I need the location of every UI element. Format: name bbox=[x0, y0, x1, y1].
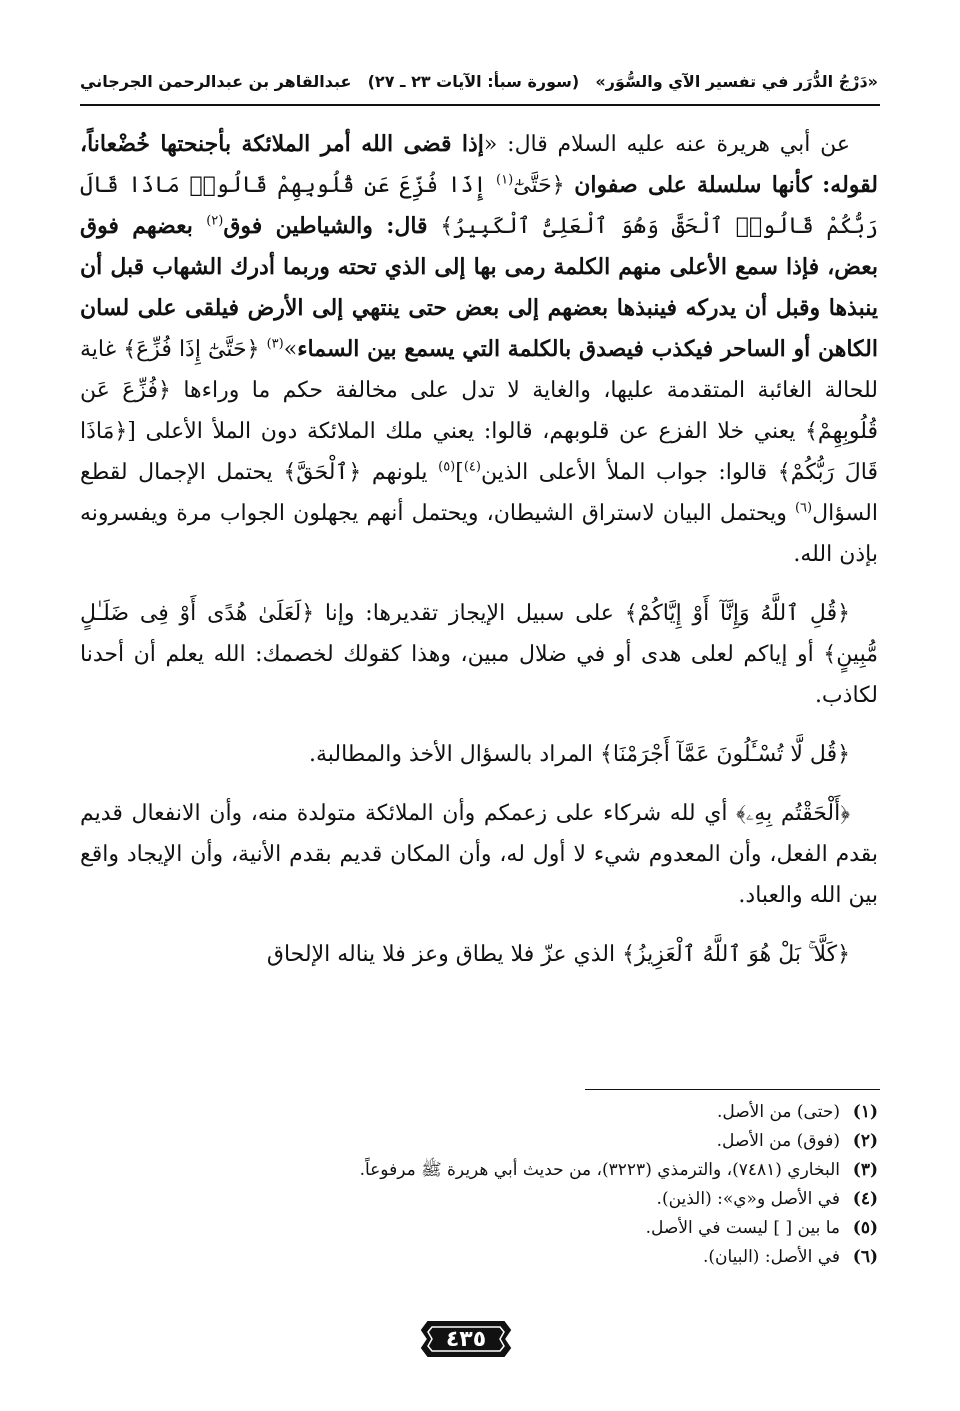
footnote-item bbox=[80, 1098, 878, 1127]
hadith-text: إذا قضى الله أمر الملائكة بأجنحتها خُضْعاناً، لقوله: كأنها سلسلة على صفوان bbox=[80, 131, 878, 198]
header-author: عبدالقاهر بن عبدالرحمن الجرجاني bbox=[80, 71, 352, 91]
footnote-number: (٤) bbox=[852, 1189, 878, 1209]
hadith-text: قال: والشياطين فوق bbox=[223, 213, 428, 239]
footnote-number: (١) bbox=[852, 1102, 878, 1122]
paragraph-1 bbox=[80, 124, 878, 575]
paragraph-5 bbox=[80, 934, 878, 975]
footnote-text: البخاري (٧٤٨١)، والترمذي (٣٢٢٣)، من حديث أبي هريرة ﷺ مرفوعاً. bbox=[359, 1160, 840, 1180]
footnote-item bbox=[80, 1185, 878, 1214]
footnote-ref-5[interactable]: (٥) bbox=[438, 459, 456, 475]
text-span: يلونهم bbox=[361, 460, 439, 485]
running-header bbox=[80, 66, 878, 96]
footnote-number: (٢) bbox=[852, 1131, 878, 1151]
footnote-item bbox=[80, 1127, 878, 1156]
text-span: يحتمل الإجمال لقطع السؤال bbox=[80, 460, 878, 526]
footnote-number: (٣) bbox=[852, 1160, 878, 1180]
footnote-text: (فوق) من الأصل. bbox=[716, 1131, 840, 1151]
footnote-item bbox=[80, 1214, 878, 1243]
text-span: أي لله شركاء على زعمكم وأن الملائكة متولدة منه، وأن الانفعال قديم بقدم الفعل، وأن المعدوم شيء لا أول له، وأن المكان قديم بقدم الأنية، وأن الإيجاد واقع بين الله والعباد. bbox=[80, 801, 878, 908]
quran-text: ﴿قُل لَّا تُسْـَٔلُونَ عَمَّآ أَجْرَمْنَا﴾ bbox=[599, 742, 850, 767]
footnotes bbox=[80, 1098, 878, 1272]
text-span: أو إياكم لعلى هدى أو في ضلال مبين، وهذا كقولك لخصمك: الله يعلم أن أحدنا لكاذب. bbox=[80, 642, 878, 708]
footnote-ref-1[interactable]: (١) bbox=[496, 172, 514, 188]
page-number-ornament bbox=[418, 1318, 514, 1360]
quran-text: ﴿قُلِ ٱللَّهُ وَإِنَّآ أَوْ إِيَّاكُمْ﴾ bbox=[624, 601, 850, 626]
footnote-ref-6[interactable]: (٦) bbox=[794, 500, 813, 516]
text-span: المراد بالسؤال الأخذ والمطالبة. bbox=[308, 742, 600, 767]
quran-text: ﴿حَتَّىٰٓ bbox=[513, 173, 575, 198]
text-span: الذي عزّ فلا يطاق وعز فلا يناله الإلحاق bbox=[266, 942, 623, 967]
quran-text: ﴿حَتَّىٰٓ إِذَا فُزِّعَ﴾ bbox=[123, 337, 267, 362]
header-rule bbox=[80, 104, 880, 106]
header-book-title: «دَرْجُ الدُّرَر في تفسير الآي والسُّوَر» bbox=[595, 71, 878, 91]
footnote-separator bbox=[585, 1089, 880, 1090]
footnote-item bbox=[80, 1156, 878, 1185]
footnote-ref-4[interactable]: (٤) bbox=[463, 459, 481, 475]
footnote-item bbox=[80, 1243, 878, 1272]
paragraph-4 bbox=[80, 793, 878, 916]
quran-text: ﴿ٱلْحَقَّ﴾ bbox=[283, 460, 362, 485]
main-text bbox=[80, 124, 878, 993]
footnote-text: (حتى) من الأصل. bbox=[716, 1102, 840, 1122]
quran-text: ﴿لَعَلَىٰ هُدًى أَوْ فِى ضَلَـٰلٍ مُّبِينٍ﴾ bbox=[80, 601, 878, 667]
text-span: قالوا: جواب الملأ الأعلى الذين bbox=[480, 460, 778, 485]
paragraph-2 bbox=[80, 593, 878, 716]
footnote-number: (٦) bbox=[852, 1247, 878, 1267]
text-span: ] bbox=[455, 460, 464, 485]
quran-text: ﴿كَلَّا ۚ بَلْ هُوَ ٱللَّهُ ٱلْعَزِيزُ﴾ bbox=[622, 942, 850, 967]
header-surah-range: (سورة سبأ: الآيات ٢٣ ـ ٢٧) bbox=[367, 71, 580, 91]
text-span: عن أبي هريرة عنه عليه السلام قال: « bbox=[483, 132, 850, 157]
quran-text: ﴿فُزِّعَ عَن قُلُوبِهِمْ﴾ bbox=[80, 378, 878, 444]
footnote-ref-3[interactable]: (٣) bbox=[266, 336, 284, 352]
quran-text: ﴿مَاذَا قَالَ رَبُّكُمْ﴾ bbox=[80, 419, 878, 485]
text-span: غاية للحالة الغائبة المتقدمة عليها، والغاية لا تدل على مخالفة حكم ما وراءها bbox=[80, 337, 878, 403]
text-span: على سبيل الإيجاز تقديرها: وإنا bbox=[314, 601, 625, 626]
text-span: يعني خلا الفزع عن قلوبهم، قالوا: يعني ملك الملائكة دون الملأ الأعلى [ bbox=[127, 419, 806, 444]
paragraph-3 bbox=[80, 734, 878, 775]
hadith-text: بعضهم فوق بعض، فإذا سمع الأعلى منهم الكلمة رمى بها إلى الذي تحته وربما أدرك الشهاب قبل أن ينبذها وقبل أن يدركه فينبذها بعضهم إلى بعض حتى ينتهي إلى الأرض فيلقى على لسان الكاهن أو الساحر فيكذب فيصدق بالكلمة التي يسمع بين السماء bbox=[80, 213, 879, 362]
text-span: ويحتمل البيان لاستراق الشيطان، ويحتمل أنهم يجهلون الجواب مرة ويفسرونه بإذن الله. bbox=[80, 501, 878, 567]
text-span: » bbox=[283, 337, 298, 362]
footnote-number: (٥) bbox=[852, 1218, 878, 1238]
page-number: ٤٣٥ bbox=[445, 1326, 487, 1352]
footnote-text: في الأصل: (البيان). bbox=[702, 1247, 840, 1267]
quran-text: ﴿أَلْحَقْتُم بِهِۦ﴾ bbox=[736, 801, 850, 826]
quran-text: إِذَا فُزِّعَ عَن قُلُوبِهِمْ قَالُوا۟ مَاذَا قَالَ رَبُّكُمْ قَالُوا۟ ٱلْحَقَّ وَهُوَ ٱلْعَلِىُّ ٱلْكَبِيرُ﴾ bbox=[80, 173, 878, 239]
footnote-text: ما بين [ ] ليست في الأصل. bbox=[645, 1218, 840, 1238]
footnote-ref-2[interactable]: (٢) bbox=[206, 213, 224, 229]
footnote-text: في الأصل و«ي»: (الذين). bbox=[656, 1189, 840, 1209]
